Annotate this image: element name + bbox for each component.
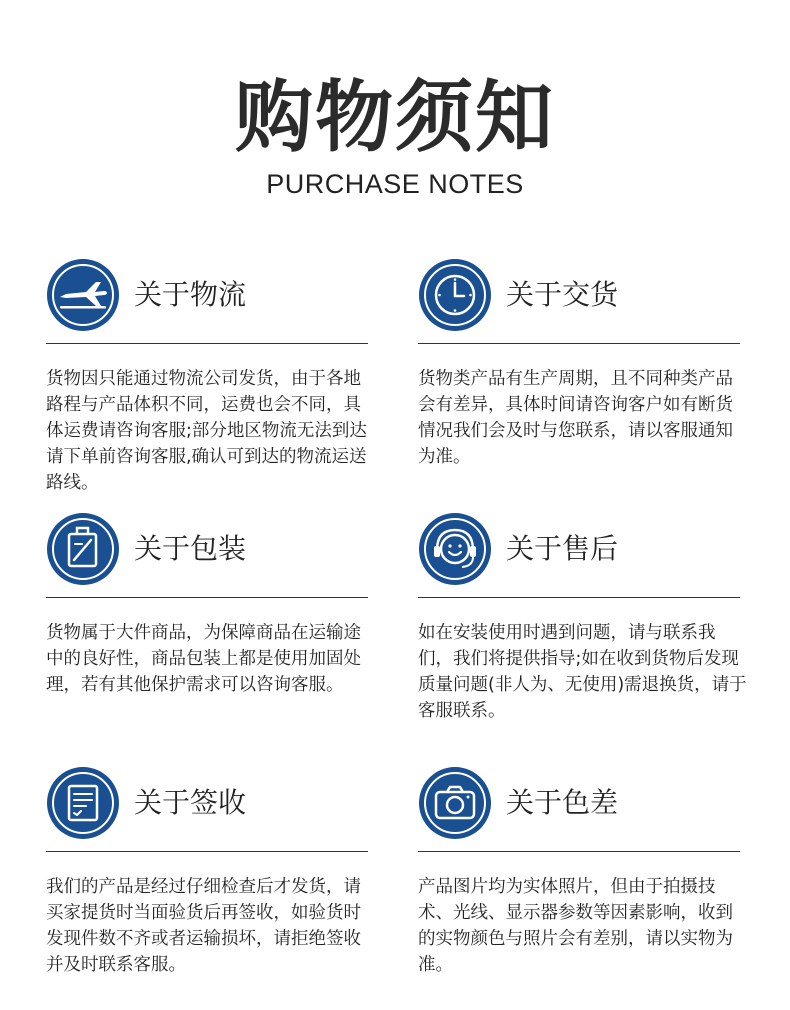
section-body: 货物因只能通过物流公司发货，由于各地路程与产品体积不同，运费也会不同，具体运费请咨询客服;部分地区物流无法到达请下单前咨询客服,确认可到达的物流运送路线。: [46, 369, 367, 493]
section-heading: 关于签收: [134, 786, 247, 819]
sign-form-icon: [46, 766, 120, 840]
airplane-icon: [46, 258, 120, 332]
section-body: 如在安装使用时遇到问题，请与联系我们，我们将提供指导;如在收到货物后发现质量问题(非人为、无使用)需退换货，请于客服联系。: [418, 623, 747, 721]
section-color-difference: [418, 766, 748, 1006]
section-delivery: [418, 258, 748, 498]
section-heading: 关于物流: [134, 278, 247, 311]
section-body: 货物属于大件商品，为保障商品在运输途中的良好性，商品包装上都是使用加固处理，若有其他保护需求可以咨询客服。: [46, 623, 361, 695]
divider: [418, 343, 740, 344]
package-icon: [46, 512, 120, 586]
camera-icon: [418, 766, 492, 840]
section-heading: 关于售后: [506, 532, 619, 565]
page-title: 购物须知: [234, 73, 555, 163]
section-body: 我们的产品是经过仔细检查后才发货，请买家提货时当面验货后再签收，如验货时发现件数不齐或者运输损坏，请拒绝签收并及时联系客服。: [46, 877, 361, 975]
divider: [418, 597, 740, 598]
section-body: 货物类产品有生产周期，且不同种类产品会有差异，具体时间请咨询客户如有断货情况我们会及时与您联系，请以客服通知为准。: [418, 369, 733, 467]
divider: [46, 597, 368, 598]
section-heading: 关于色差: [506, 786, 619, 819]
divider: [418, 851, 740, 852]
section-heading: 关于交货: [506, 278, 619, 311]
clock-icon: [418, 258, 492, 332]
section-body: 产品图片均为实体照片，但由于拍摄技术、光线、显示器参数等因素影响，收到的实物颜色与照片会有差别，请以实物为准。: [418, 877, 733, 975]
section-after-sales: [418, 512, 748, 752]
page-subtitle: PURCHASE NOTES: [266, 169, 524, 199]
headset-icon: [418, 512, 492, 586]
section-heading: 关于包装: [134, 532, 247, 565]
section-signing: [46, 766, 376, 1006]
section-logistics: [46, 258, 376, 498]
section-packaging: [46, 512, 376, 752]
divider: [46, 343, 368, 344]
divider: [46, 851, 368, 852]
